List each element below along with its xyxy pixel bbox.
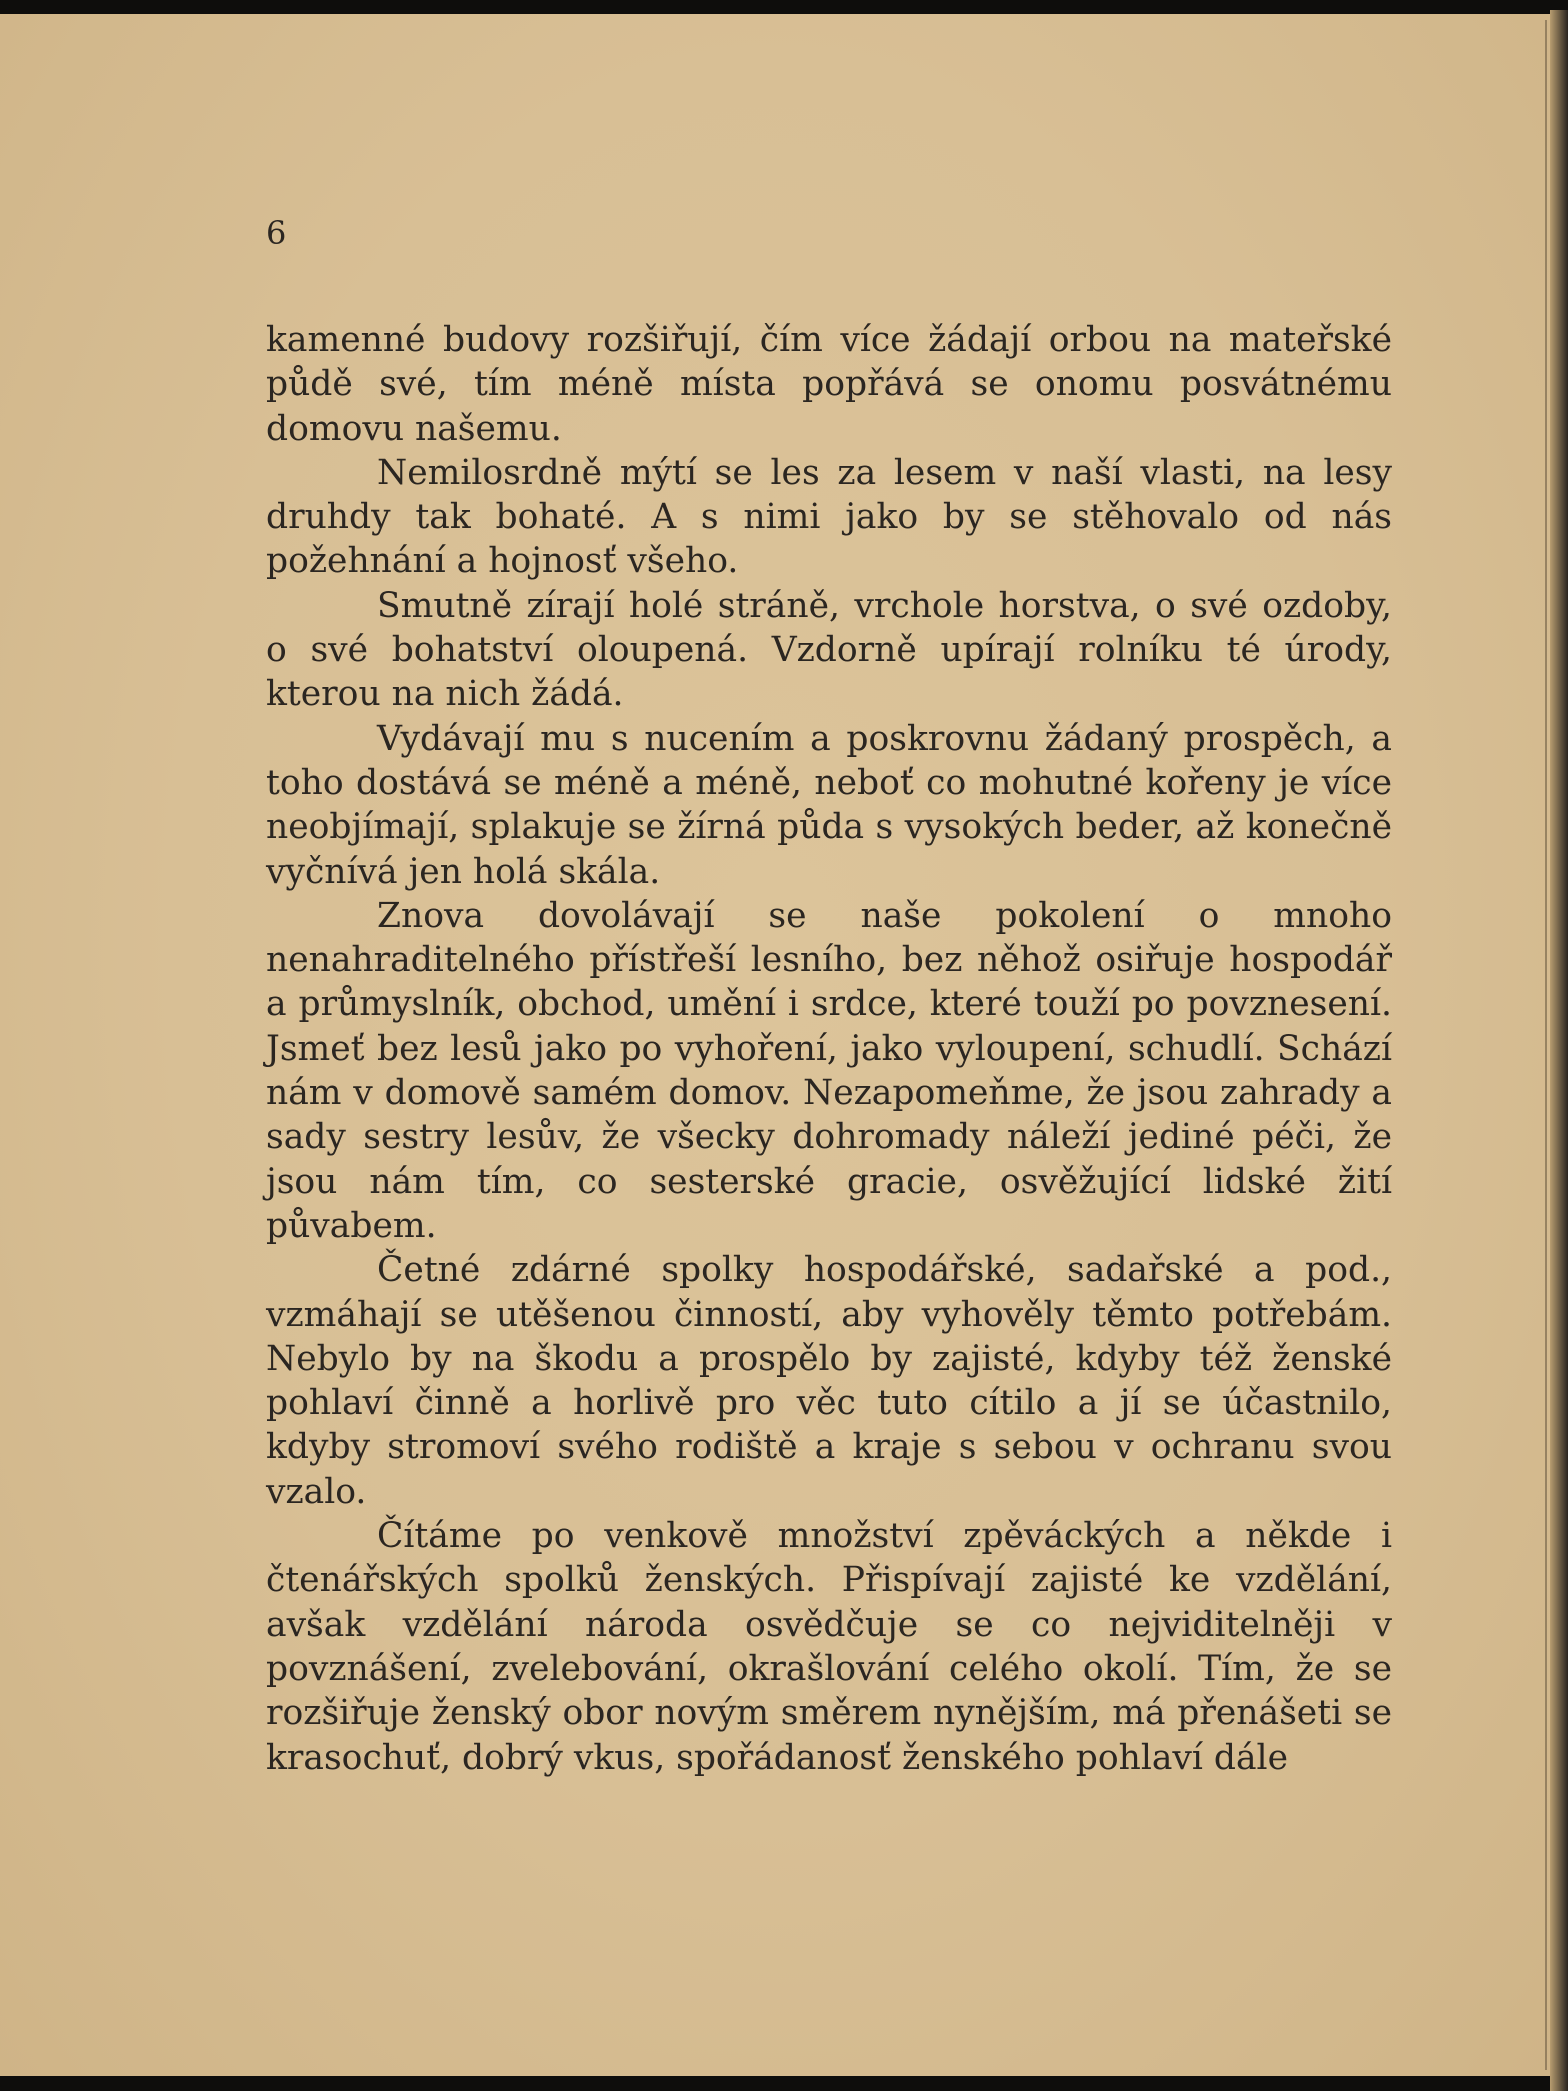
paragraph: Nemilosrdně mýtí se les za lesem v naší vlasti, na lesy druhdy tak bohaté. A s nimi jako by se stěhovalo od nás požehnání a hojnosť všeho. [266,452,1392,582]
body-text [266,318,1392,1780]
paragraph: kamenné budovy rozšiřují, čím více žádají orbou na mateřské půdě své, tím méně místa popřává se onomu posvátnému domovu našemu. [266,320,1392,449]
page-fold-line [1545,20,1547,2070]
paragraph: Vydávají mu s nucením a poskrovnu žádaný prospěch, a toho dostává se méně a méně, neboť co mohutné kořeny je více neobjímají, splakuje se žírná půda s vysokých beder, až konečně vyčnívá jen holá skála. [266,718,1392,892]
paragraph: Znova dovolávají se naše pokolení o mnoho nenahraditelného přístřeší lesního, bez něhož osiřuje hospodář a průmyslník, obchod, umění i srdce, které touží po povznesení. Jsmeť bez lesů jako po vyhoření, jako vyloupení, schudlí. Schází nám v domově samém domov. Nezapomeňme, že jsou zahrady a sady sestry lesův, že všecky dohromady náleží jediné péči, že jsou nám tím, co sesterské gracie, osvěžující lidské žití půvabem. [266,895,1392,1246]
page-edge-shadow [1550,10,1568,2091]
paragraph: Čítáme po venkově množství zpěváckých a někde i čtenářských spolků ženských. Přispívají zajisté ke vzdělání, avšak vzdělání národa osvědčuje se co nejviditelněji v povznášení, zvelebování, okrašlování celého okolí. Tím, že se rozšiřuje ženský obor novým směrem nynějším, má přenášeti se krasochuť, dobrý vkus, spořádanosť ženského pohlaví dále [266,1516,1392,1778]
paragraph: Četné zdárné spolky hospodářské, sadařské a pod., vzmáhají se utěšenou činností, aby vyhověly těmto potřebám. Nebylo by na škodu a prospělo by zajisté, kdyby též ženské pohlaví činně a horlivě pro věc tuto cítilo a jí se účastnilo, kdyby stromoví svého rodiště a kraje s sebou v ochranu svou vzalo. [266,1250,1392,1512]
page-number: 6 [266,214,287,252]
book-page [0,14,1550,2076]
paragraph: Smutně zírají holé stráně, vrchole horstva, o své ozdoby, o své bohatství oloupená. Vzdorně upírají rolníku té úrody, kterou na nich žádá. [266,585,1392,715]
